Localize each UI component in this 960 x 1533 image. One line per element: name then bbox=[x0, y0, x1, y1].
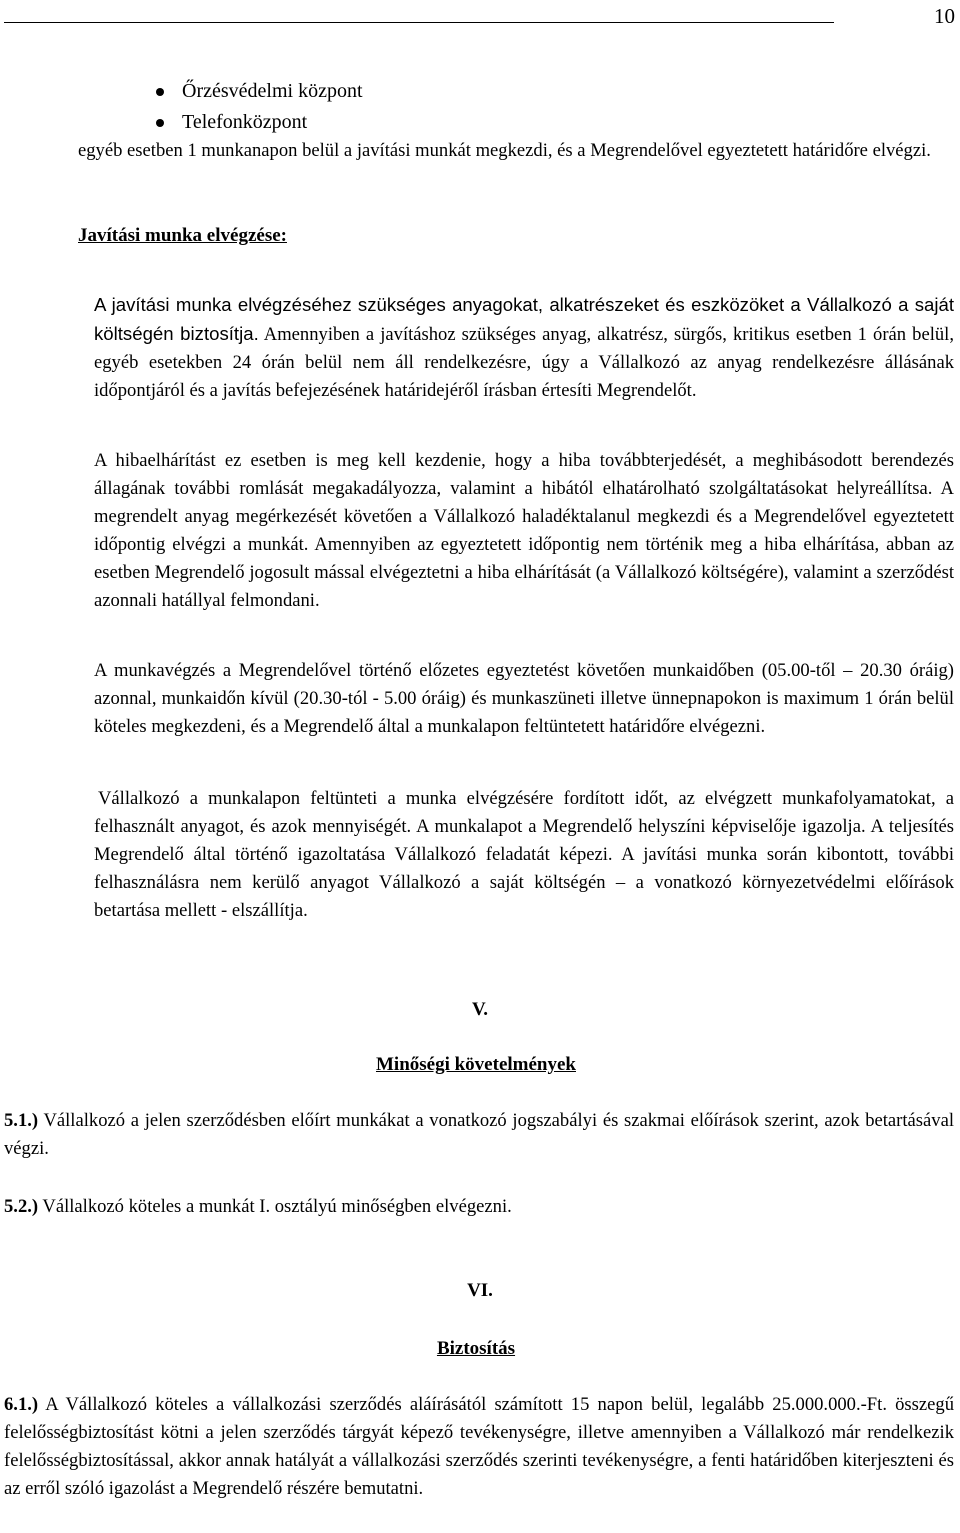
section-title-v: Minőségi követelmények bbox=[375, 1054, 576, 1075]
clause-5-1: 5.1.) Vállalkozó a jelen szerződésben előírt munkákat a vonatkozó jogszabályi és szakmai előírások szerint, azok betartásával végzi. bbox=[4, 1110, 954, 1159]
clause-number: 5.1.) bbox=[4, 1110, 39, 1131]
list-item: Telefonközpont bbox=[154, 107, 363, 138]
intro-paragraph: egyéb esetben 1 munkanapon belül a javítási munkát megkezdi, és a Megrendelővel egyeztetett határidőre elvégzi. bbox=[78, 140, 931, 161]
paragraph-javitas-1: A javítási munka elvégzéséhez szükséges anyagokat, alkatrészeket és eszközöket a Vállalkozó a saját költségén biztosítja. Amennyiben a javításhoz szükséges anyag, alkatrész, sürgős, kritikus esetben 1 órán belül, egyéb esetekben 24 órán belül nem áll rendelkezésre, úgy a Vállalkozó az anyag rendelkezésre állásának időpontjáról és a javítás befejezésének határidejéről írásban értesíti Megrendelőt. bbox=[94, 294, 954, 401]
section-title-vi: Biztosítás bbox=[436, 1338, 516, 1359]
header-rule bbox=[4, 22, 834, 23]
section-number-v: V. bbox=[471, 999, 489, 1020]
paragraph-javitas-4: Vállalkozó a munkalapon feltünteti a munka elvégzésére fordított időt, az elvégzett munkafolyamatokat, a felhasznált anyagot, és azok mennyiségét. A munkalapot a Megrendelő helyszíni képviselője igazolja. A teljesítés Megrendelő által történő igazoltatása Vállalkozó feladatát képezi. A javítási munka során kibontott, további felhasználásra nem kerülő anyagot Vállalkozó a saját költségén – a vonatkozó környezetvédelmi előírások betartása mellett - elszállítja. bbox=[94, 788, 954, 921]
paragraph-javitas-2: A hibaelhárítást ez esetben is meg kell kezdenie, hogy a hiba továbbterjedését, a meghibásodott berendezés állagának további romlását megakadályozza, valamint a hibától elhatárolható szolgáltatásokat helyreállítsa. A megrendelt anyag megérkezését követően a Vállalkozó haladéktalanul megkezdi és a Megrendelővel egyeztetett időpontig elvégzi a munkát. Amennyiben az egyeztetett időpontig nem történik meg a hiba elhárítása, abban az esetben Megrendelő jogosult mással elvégeztetni a hiba elhárítását (a Vállalkozó költségére), valamint a szerződést azonnali hatállyal felmondani. bbox=[94, 450, 954, 611]
bullet-icon bbox=[156, 88, 164, 96]
page-number: 10 bbox=[934, 4, 955, 28]
section-heading-javitas: Javítási munka elvégzése: bbox=[78, 225, 287, 246]
section-number-vi: VI. bbox=[467, 1280, 493, 1301]
clause-6-1: 6.1.) A Vállalkozó köteles a vállalkozási szerződés aláírásától számított 15 napon belül, legalább 25.000.000.-Ft. összegű felelősségbiztosítást kötni a jelen szerződés tárgyát képező tevékenységre, illetve amennyiben a Vállalkozó már rendelkezik felelősségbiztosítással, akkor annak hatályát a vállalkozási szerződés szerinti tevékenységre, a fenti határidőben kiterjeszteni és az erről szóló igazolást a Megrendelő részére bemutatni. bbox=[4, 1394, 954, 1499]
list-item: Őrzésvédelmi központ bbox=[154, 76, 363, 107]
clause-5-2: 5.2.) Vállalkozó köteles a munkát I. osztályú minőségben elvégezni. bbox=[4, 1196, 512, 1217]
clause-number: 5.2.) bbox=[4, 1196, 39, 1217]
bullet-list bbox=[154, 76, 363, 138]
paragraph-javitas-3: A munkavégzés a Megrendelővel történő előzetes egyeztetést követően munkaidőben (05.00-től – 20.30 óráig) azonnal, munkaidőn kívül (20.30-tól - 5.00 óráig) és munkaszüneti illetve ünnepnapokon is maximum 1 órán belül köteles megkezdeni, és a Megrendelő által a munkalapon feltüntetett határidőre elvégezni. bbox=[94, 660, 954, 737]
clause-number: 6.1.) bbox=[4, 1394, 39, 1415]
bullet-icon bbox=[156, 119, 164, 127]
